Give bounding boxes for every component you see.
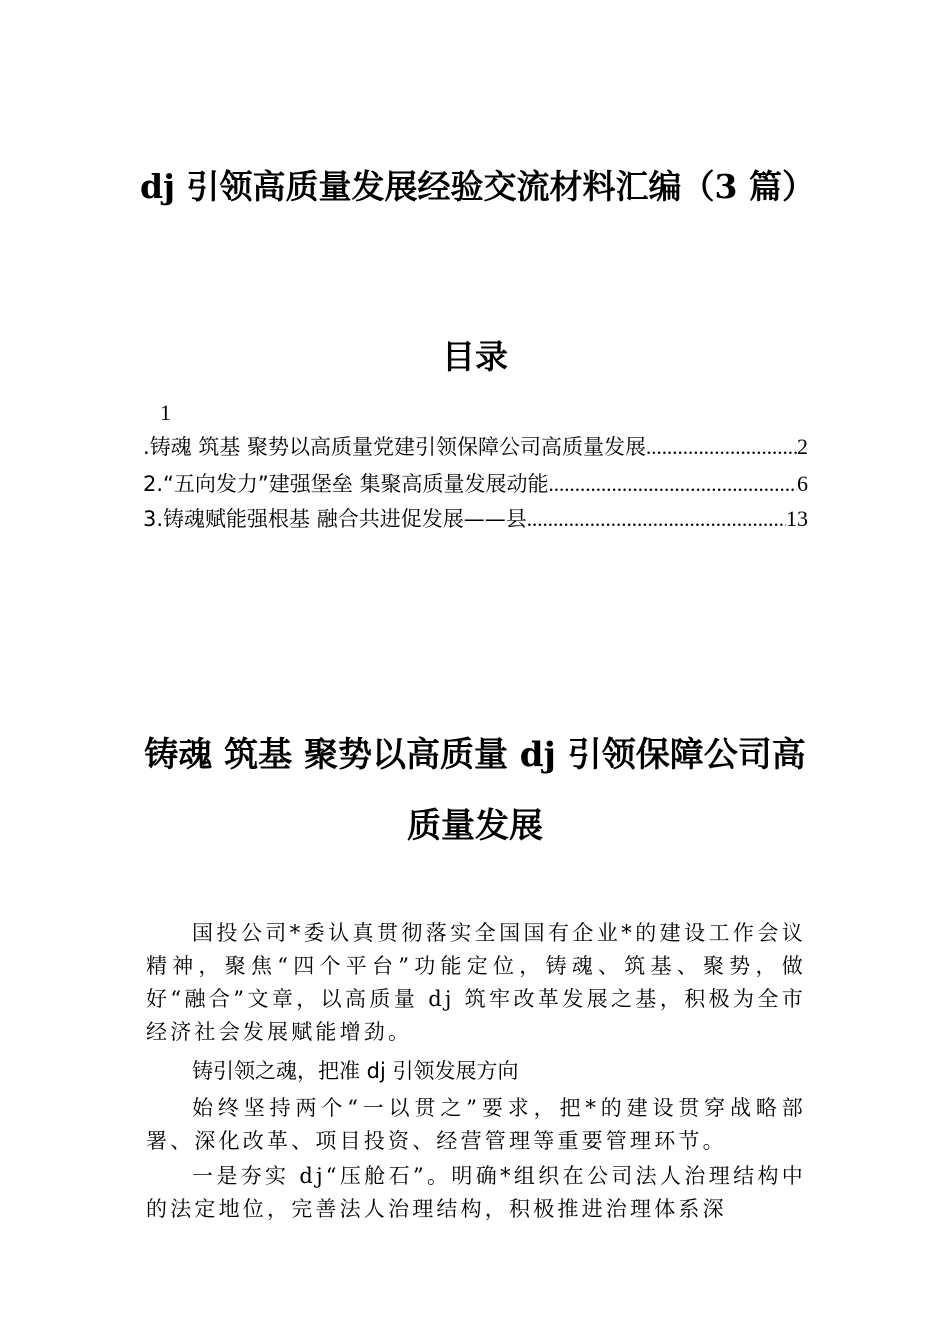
toc-leader-dots xyxy=(548,468,797,500)
body-paragraph-2: 始终坚持两个“一以贯之”要求，把*的建设贯穿战略部署、深化改革、项目投资、经营管理等重要管理环节。 xyxy=(146,1096,806,1153)
toc-item-2-page: 6 xyxy=(797,471,808,496)
toc-item-1-number: 1 xyxy=(160,400,171,425)
toc-item-1[interactable] xyxy=(143,431,808,463)
toc-item-3[interactable] xyxy=(143,503,808,535)
toc-item-3-text: 3.铸魂赋能强根基 融合共进促发展——县 xyxy=(143,507,527,531)
body-paragraph-1: 国投公司*委认真贯彻落实全国国有企业*的建设工作会议精神，聚焦“四个平台”功能定位，铸魂、筑基、聚势，做好“融合”文章，以高质量 dj 筑牢改革发展之基，积极为全市经济社会发展赋能增劲。 xyxy=(146,921,806,1044)
toc-item-2[interactable] xyxy=(143,468,808,500)
toc-item-2-text: 2.“五向发力”建强堡垒 集聚高质量发展动能 xyxy=(143,472,549,496)
toc-item-3-page: 13 xyxy=(786,506,808,531)
document-title: dj 引领高质量发展经验交流材料汇编（3 篇） xyxy=(140,167,815,206)
section-subheading: 铸引领之魂，把准 dj 引领发展方向 xyxy=(192,1059,519,1083)
toc-leader-dots xyxy=(527,503,786,535)
body-paragraph-3: 一是夯实 dj“压舱石”。明确*组织在公司法人治理结构中的法定地位，完善法人治理结构，积极推进治理体系深 xyxy=(146,1164,806,1221)
toc-heading: 目录 xyxy=(442,337,508,376)
article-title: 铸魂 筑基 聚势以高质量 dj 引领保障公司高质量发展 xyxy=(144,735,806,846)
toc-item-1-text: .铸魂 筑基 聚势以高质量党建引领保障公司高质量发展 xyxy=(143,435,647,459)
toc-item-1-page: 2 xyxy=(797,434,808,459)
toc-leader-dots xyxy=(646,431,797,463)
